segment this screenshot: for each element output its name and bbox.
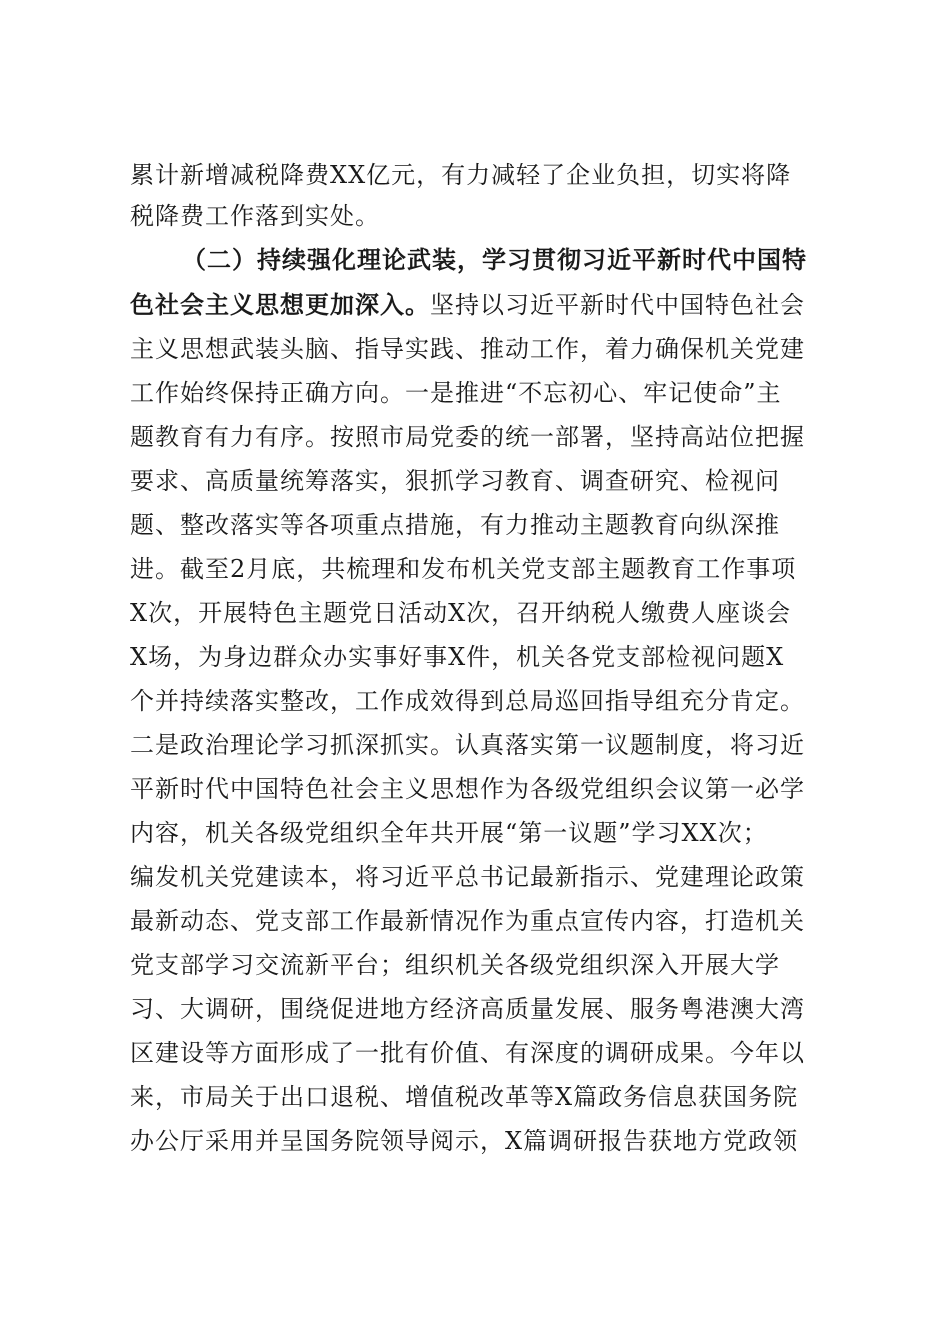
text-line: 编发机关党建读本，将习近平总书记最新指示、党建理论政策 <box>130 863 805 891</box>
text-line: 最新动态、党支部工作最新情况作为重点宣传内容，打造机关 <box>130 907 805 935</box>
text-line: 工作始终保持正确方向。一是推进“不忘初心、牢记使命”主 <box>130 379 782 407</box>
section-heading-continuation: 色社会主义思想更加深入。 <box>130 290 430 319</box>
text-line: 办公厅采用并呈国务院领导阅示，X篇调研报告获地方党政领 <box>130 1127 799 1155</box>
text-line: X次，开展特色主题党日活动X次，召开纳税人缴费人座谈会 <box>130 599 792 627</box>
text-line: 题、整改落实等各项重点措施，有力推动主题教育向纵深推 <box>130 511 780 539</box>
section-body-start: 坚持以习近平新时代中国特色社会 <box>430 291 805 319</box>
text-line: 区建设等方面形成了一批有价值、有深度的调研成果。今年以 <box>130 1039 805 1067</box>
text-line <box>130 287 820 323</box>
text-line: 来，市局关于出口退税、增值税改革等X篇政务信息获国务院 <box>130 1083 799 1111</box>
text-line: 平新时代中国特色社会主义思想作为各级党组织会议第一必学 <box>130 775 805 803</box>
text-line: 累计新增减税降费XX亿元，有力减轻了企业负担，切实将降 <box>130 161 792 189</box>
text-line: 主义思想武装头脑、指导实践、推动工作，着力确保机关党建 <box>130 335 805 363</box>
text-line: 要求、高质量统筹落实，狠抓学习教育、调查研究、检视问 <box>130 467 780 495</box>
text-line: 税降费工作落到实处。 <box>130 202 380 230</box>
text-line: X场，为身边群众办实事好事X件，机关各党支部检视问题X <box>130 643 785 671</box>
text-line: 内容，机关各级党组织全年共开展“第一议题”学习XX次； <box>130 819 768 847</box>
section-heading: （二）持续强化理论武装，学习贯彻习近平新时代中国特 <box>182 245 807 274</box>
text-line: 党支部学习交流新平台；组织机关各级党组织深入开展大学 <box>130 951 780 979</box>
text-line: 进。截至2月底，共梳理和发布机关党支部主题教育工作事项 <box>130 555 797 583</box>
text-line: 二是政治理论学习抓深抓实。认真落实第一议题制度，将习近 <box>130 731 805 759</box>
text-line: 个并持续落实整改，工作成效得到总局巡回指导组充分肯定。 <box>130 687 805 715</box>
text-line: 题教育有力有序。按照市局党委的统一部署，坚持高站位把握 <box>130 423 805 451</box>
text-line: 习、大调研，围绕促进地方经济高质量发展、服务粤港澳大湾 <box>130 995 805 1023</box>
